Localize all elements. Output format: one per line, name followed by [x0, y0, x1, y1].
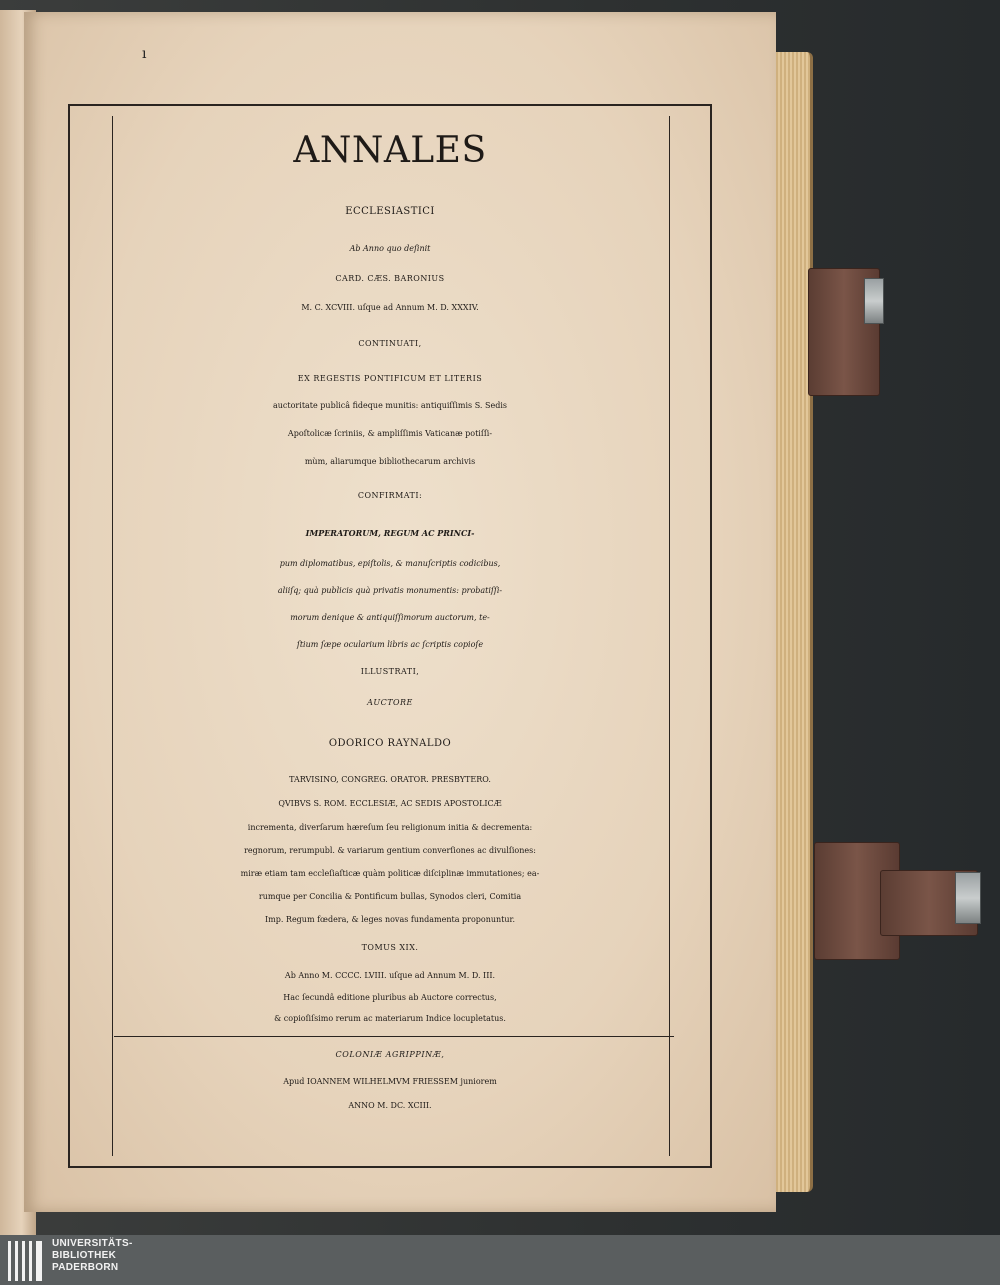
library-logo-text	[52, 1238, 133, 1274]
volume-label: TOMUS XIX.	[361, 943, 419, 952]
title-line: TARVISINO, CONGREG. ORATOR. PRESBYTERO.	[289, 775, 491, 784]
title-line: QVIBVS S. ROM. ECCLESIÆ, AC SEDIS APOSTOLICÆ	[278, 799, 502, 808]
title-line: Apoſtolicæ ſcriniis, & ampliſſimis Vaticanæ potiſſi-	[287, 429, 493, 438]
title-line: aliiſq; quà publicis quà privatis monumentis: probatiſſi-	[277, 586, 503, 595]
logo-line: BIBLIOTHEK	[52, 1250, 117, 1261]
title-line: morum denique & antiquiſſimorum auctorum, te-	[290, 613, 490, 622]
title-line: CONTINUATI,	[358, 339, 422, 348]
title-line: incrementa, diverſarum hæreſum ſeu religionum initia & decrementa:	[247, 823, 533, 832]
title-line: regnorum, rerumpubl. & variarum gentium converſiones ac divulſiones:	[244, 846, 536, 855]
lower-clasp-metal	[955, 872, 981, 924]
logo-line: PADERBORN	[52, 1262, 119, 1273]
title-line: EX REGESTIS PONTIFICUM ET LITERIS	[297, 374, 483, 383]
title-line: M. C. XCVIII. uſque ad Annum M. D. XXXIV.	[301, 303, 479, 312]
title-line: Ab Anno M. CCCC. LVIII. uſque ad Annum M. D. III.	[284, 971, 496, 980]
imprint-year: ANNO M. DC. XCIII.	[348, 1101, 432, 1110]
title-line: rumque per Concilia & Pontificum bullas, Synodos cleri, Comitia	[258, 892, 522, 901]
title-line: Ab Anno quo deſinit	[349, 244, 431, 253]
imprint-publisher: Apud IOANNEM WILHELMVM FRIESSEM juniorem	[283, 1077, 497, 1086]
title-line: miræ etiam tam eccleſiaſticæ quàm politicæ diſciplinæ immutationes; ea-	[240, 869, 540, 878]
title-line: pum diplomatibus, epiſtolis, & manuſcriptis codicibus,	[279, 559, 501, 568]
title-text-block	[114, 112, 666, 1117]
title-line: & copioſiſsimo rerum ac materiarum Indice locupletatus.	[274, 1014, 506, 1023]
footer-bar	[0, 1235, 1000, 1285]
title-line: CONFIRMATI:	[357, 491, 423, 500]
book-fore-edge	[770, 52, 813, 1192]
title-line: mùm, aliarumque bibliothecarum archivis	[304, 457, 476, 466]
page-mark: ı	[142, 46, 147, 62]
title-line: AUCTORE	[367, 698, 413, 707]
author-name: ODORICO RAYNALDO	[328, 738, 452, 749]
title-line: ſtium ſæpe ocularium libris ac ſcriptis copioſe	[296, 640, 484, 649]
title-line: Imp. Regum fœdera, & leges novas fundamenta proponuntur.	[264, 915, 516, 924]
main-title: ANNALES	[293, 130, 487, 171]
title-line: CARD. CÆS. BARONIUS	[335, 274, 445, 283]
title-line: IMPERATORUM, REGUM AC PRINCI-	[305, 528, 475, 538]
title-line: Hac ſecundâ editione pluribus ab Auctore correctus,	[283, 993, 497, 1002]
imprint-divider	[114, 1036, 674, 1037]
upper-clasp-metal	[864, 278, 884, 324]
library-logo-icon	[8, 1241, 44, 1281]
title-line: ILLUSTRATI,	[360, 667, 420, 676]
title-page	[24, 12, 776, 1212]
subtitle: ECCLESIASTICI	[345, 206, 435, 217]
title-line: auctoritate publicâ fideque munitis: antiquiſſimis S. Sedis	[273, 401, 507, 410]
imprint-city: COLONIÆ AGRIPPINÆ,	[335, 1050, 445, 1059]
logo-line: UNIVERSITÄTS-	[52, 1238, 133, 1249]
